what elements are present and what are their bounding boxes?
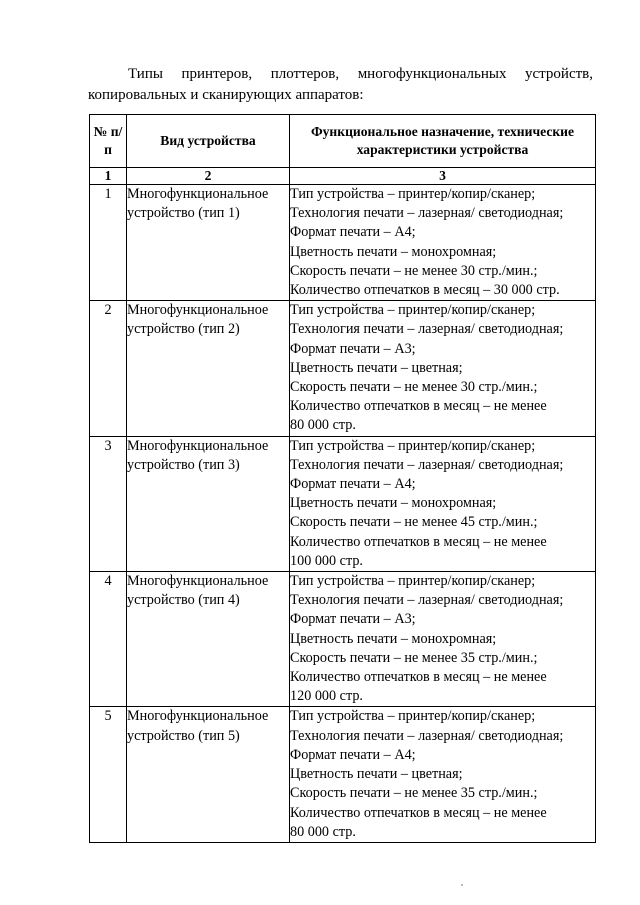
spec-line: 120 000 стр.	[290, 688, 363, 705]
spec-line: Количество отпечатков в месяц – не менее	[290, 804, 547, 821]
spec-line: Цветность печати – монохромная;	[290, 243, 497, 260]
device-name-line: Многофункциональное	[127, 708, 269, 725]
spec-line: Скорость печати – не менее 45 стр./мин.;	[290, 514, 538, 531]
device-name-line: устройство (тип 4)	[127, 592, 240, 609]
spec-line: Формат печати – А3;	[290, 611, 416, 628]
device-spec	[290, 436, 596, 571]
device-spec	[290, 185, 596, 301]
spec-line: Количество отпечатков в месяц – не менее	[290, 533, 547, 550]
spec-line: Формат печати – А3;	[290, 340, 416, 357]
device-spec	[290, 572, 596, 707]
row-number: 3	[90, 436, 127, 571]
device-name	[127, 301, 290, 436]
spec-line: Тип устройства – принтер/копир/сканер;	[290, 186, 536, 202]
device-name	[127, 707, 290, 842]
devices-table	[89, 114, 596, 843]
spec-line: Скорость печати – не менее 35 стр./мин.;	[290, 649, 538, 666]
column-numbers-row	[90, 168, 596, 185]
spec-line: Технология печати – лазерная/ светодиодная;	[290, 321, 564, 338]
header-num: № п/п	[90, 115, 127, 168]
column-number: 3	[290, 168, 596, 185]
table-row	[90, 572, 596, 707]
column-number: 2	[127, 168, 290, 185]
device-spec	[290, 707, 596, 842]
spec-line: Количество отпечатков в месяц – не менее	[290, 669, 547, 686]
spec-line: Количество отпечатков в месяц – не менее	[290, 398, 547, 415]
spec-line: Скорость печати – не менее 35 стр./мин.;	[290, 785, 538, 802]
scan-speck	[461, 884, 463, 886]
spec-line: Формат печати – А4;	[290, 746, 416, 763]
spec-line: Скорость печати – не менее 30 стр./мин.;	[290, 379, 538, 396]
spec-line: Цветность печати – монохромная;	[290, 495, 497, 512]
spec-line: Скорость печати – не менее 30 стр./мин.;	[290, 262, 538, 279]
header-function: Функциональное назначение, технические характеристики устройства	[290, 115, 596, 168]
intro-paragraph	[88, 64, 593, 106]
spec-line: Формат печати – А4;	[290, 476, 416, 493]
device-spec	[290, 301, 596, 436]
table-header-row	[90, 115, 596, 168]
table-row	[90, 436, 596, 571]
spec-line: Технология печати – лазерная/ светодиодная;	[290, 592, 564, 609]
device-name-line: устройство (тип 2)	[127, 321, 240, 338]
spec-line: Тип устройства – принтер/копир/сканер;	[290, 302, 536, 319]
spec-line: Технология печати – лазерная/ светодиодная;	[290, 205, 564, 222]
table-row	[90, 301, 596, 436]
device-name-line: Многофункциональное	[127, 437, 269, 454]
spec-line: 100 000 стр.	[290, 552, 363, 569]
device-name-line: устройство (тип 5)	[127, 727, 240, 744]
device-name-line: устройство (тип 3)	[127, 456, 240, 473]
header-device: Вид устройства	[127, 115, 290, 168]
device-name-line: Многофункциональное	[127, 186, 269, 202]
device-name	[127, 572, 290, 707]
row-number: 5	[90, 707, 127, 842]
device-name-line: Многофункциональное	[127, 573, 269, 590]
row-number: 4	[90, 572, 127, 707]
table-row	[90, 185, 596, 301]
spec-line: Технология печати – лазерная/ светодиодная;	[290, 727, 564, 744]
spec-line: 80 000 стр.	[290, 823, 356, 840]
spec-line: Тип устройства – принтер/копир/сканер;	[290, 708, 536, 725]
column-number: 1	[90, 168, 127, 185]
row-number: 1	[90, 185, 127, 301]
device-name	[127, 185, 290, 301]
intro-line-1: Типы принтеров, плоттеров, многофункциональных устройств,	[128, 66, 593, 82]
row-number: 2	[90, 301, 127, 436]
spec-line: Количество отпечатков в месяц – 30 000 стр.	[290, 282, 560, 299]
device-name-line: устройство (тип 1)	[127, 205, 240, 222]
spec-line: 80 000 стр.	[290, 417, 356, 434]
device-name-line: Многофункциональное	[127, 302, 269, 319]
intro-line-2: копировальных и сканирующих аппаратов:	[88, 87, 364, 103]
spec-line: Технология печати – лазерная/ светодиодная;	[290, 456, 564, 473]
device-name	[127, 436, 290, 571]
spec-line: Тип устройства – принтер/копир/сканер;	[290, 573, 536, 590]
spec-line: Цветность печати – цветная;	[290, 766, 463, 783]
table-row	[90, 707, 596, 842]
spec-line: Тип устройства – принтер/копир/сканер;	[290, 437, 536, 454]
spec-line: Формат печати – А4;	[290, 224, 416, 241]
spec-line: Цветность печати – монохромная;	[290, 630, 497, 647]
spec-line: Цветность печати – цветная;	[290, 359, 463, 376]
